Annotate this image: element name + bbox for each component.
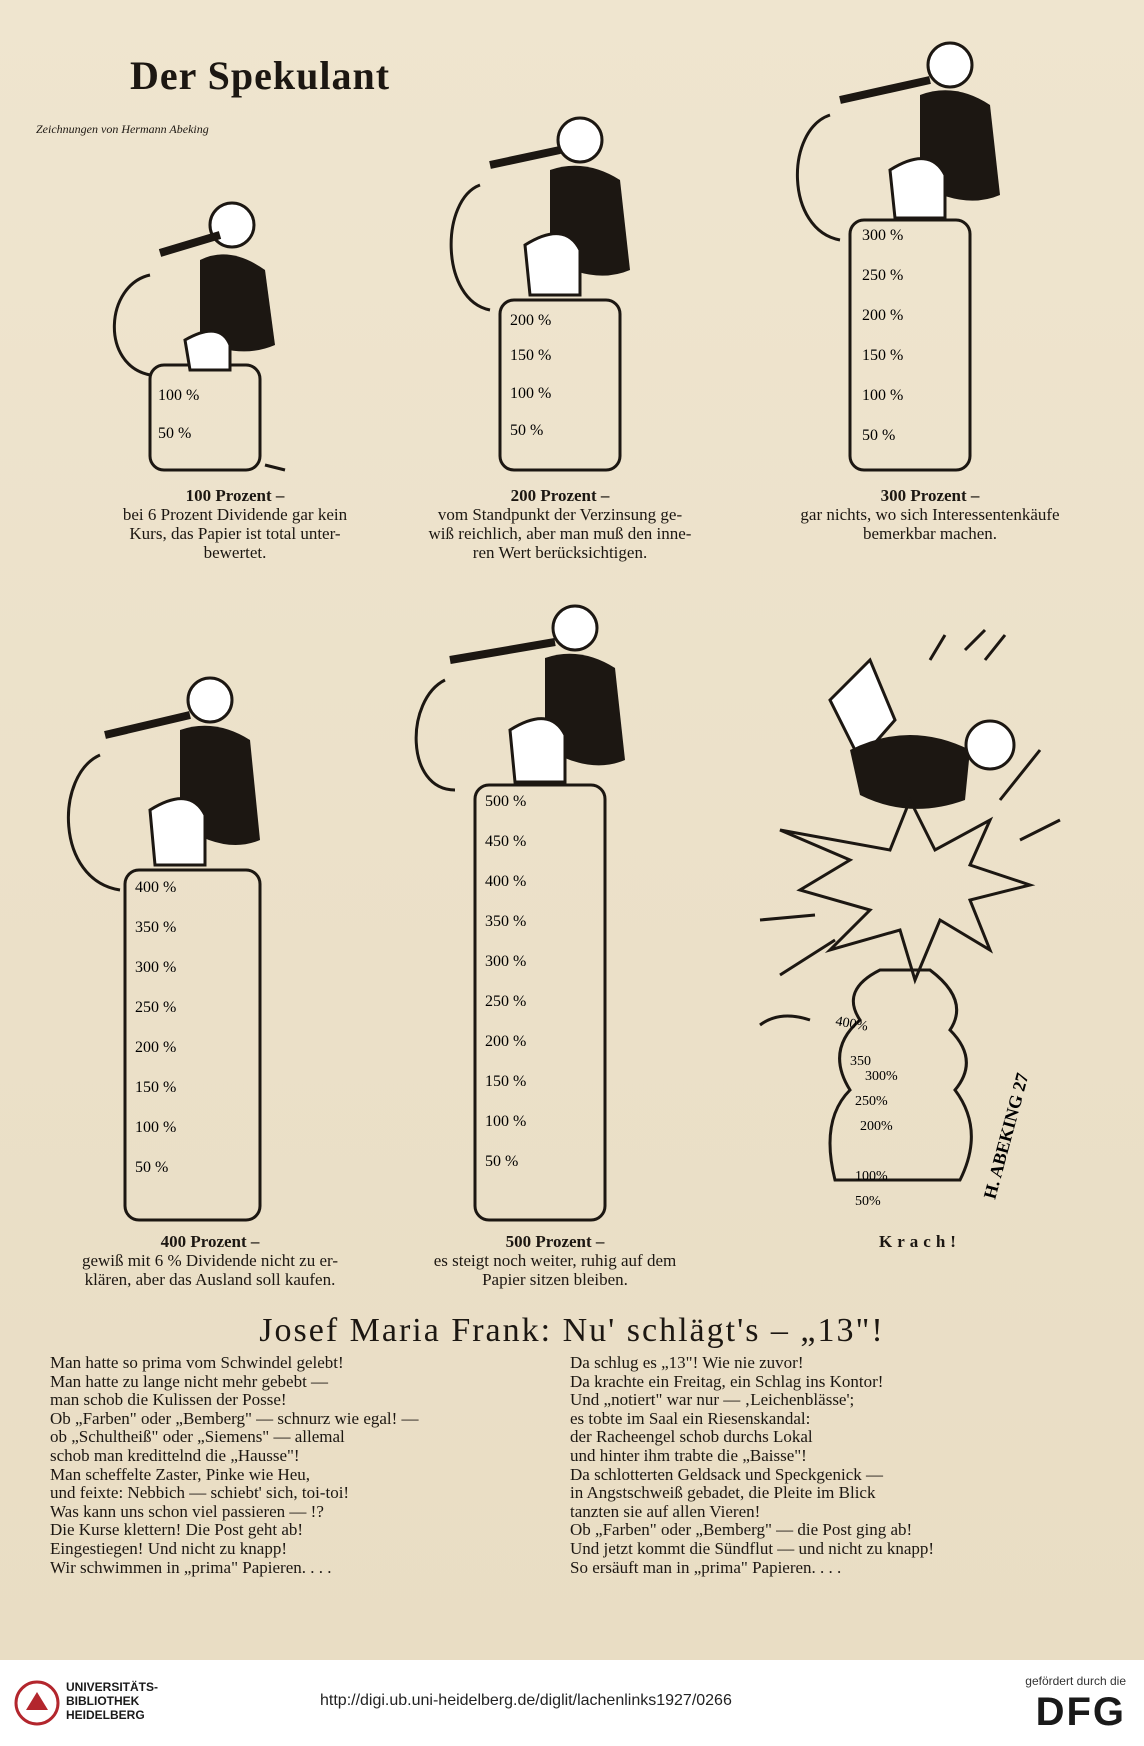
level-label: 50 % bbox=[485, 1153, 519, 1170]
speculator-drawing-4 bbox=[50, 660, 290, 1230]
speculator-drawing-5 bbox=[410, 590, 650, 1230]
percentage-labels bbox=[485, 793, 526, 1170]
level-label: 250 % bbox=[485, 993, 527, 1010]
caption-panel-3 bbox=[760, 486, 1100, 543]
caption-line: bewertet. bbox=[203, 543, 267, 562]
poem-line: Was kann uns schon viel passieren — !? bbox=[50, 1501, 324, 1521]
level-label: 200% bbox=[860, 1119, 893, 1134]
falling-speculator bbox=[830, 630, 1014, 809]
level-label: 300% bbox=[865, 1069, 898, 1084]
library-name-line: HEIDELBERG bbox=[66, 1708, 145, 1722]
caption-line: es steigt noch weiter, ruhig auf dem bbox=[433, 1251, 677, 1270]
library-name-line: BIBLIOTHEK bbox=[66, 1694, 140, 1708]
level-label: 350 bbox=[850, 1054, 871, 1069]
dfg-logo: DFG bbox=[1035, 1690, 1126, 1734]
level-label: 500 % bbox=[485, 793, 527, 810]
caption-panel-6 bbox=[840, 1232, 1000, 1251]
cartoon-panel-4 bbox=[50, 660, 290, 1230]
speculator-figure bbox=[105, 678, 260, 865]
poem-line: Wir schwimmen in „prima" Papieren. . . . bbox=[50, 1557, 332, 1577]
level-label: 50 % bbox=[158, 425, 192, 442]
poem-line: Man hatte zu lange nicht mehr gebebt — bbox=[50, 1371, 329, 1391]
level-label: 50% bbox=[855, 1194, 881, 1209]
level-label: 100 % bbox=[510, 385, 552, 402]
cartoon-panel-2 bbox=[430, 110, 670, 480]
level-label: 200 % bbox=[135, 1039, 177, 1056]
speculator-drawing-3 bbox=[780, 30, 1030, 480]
poem-line: Und jetzt kommt die Sündflut — und nicht zu knapp! bbox=[570, 1538, 935, 1558]
level-label: 100% bbox=[855, 1169, 888, 1184]
level-label: 250 % bbox=[862, 267, 904, 284]
source-url-link[interactable]: http://digi.ub.uni-heidelberg.de/diglit/lachenlinks1927/0266 bbox=[320, 1692, 732, 1709]
level-label: 400% bbox=[834, 1014, 870, 1035]
poem-line: Da schlotterten Geldsack und Speckgenick — bbox=[570, 1464, 883, 1484]
caption-title: 400 Prozent – bbox=[160, 1232, 260, 1251]
poem-line: Da krachte ein Freitag, ein Schlag ins Kontor! bbox=[570, 1371, 884, 1391]
speculator-figure bbox=[160, 203, 275, 370]
level-label: 100 % bbox=[485, 1113, 527, 1130]
cartoon-panel-6-crash bbox=[740, 620, 1070, 1230]
speculator-drawing-1 bbox=[80, 195, 320, 480]
library-name bbox=[66, 1680, 158, 1722]
library-name-line: UNIVERSITÄTS- bbox=[66, 1680, 159, 1694]
level-label: 300 % bbox=[862, 227, 904, 244]
caption-title: 500 Prozent – bbox=[505, 1232, 605, 1251]
poem-line: Man hatte so prima vom Schwindel gelebt! bbox=[50, 1353, 344, 1372]
caption-line: wiß reichlich, aber man muß den inne- bbox=[428, 524, 692, 543]
poem-line: man schob die Kulissen der Posse! bbox=[50, 1390, 287, 1410]
caption-line: gar nichts, wo sich Interessentenkäufe bbox=[800, 505, 1060, 524]
level-label: 150 % bbox=[510, 347, 552, 364]
level-label: 450 % bbox=[485, 833, 527, 850]
level-label: 100 % bbox=[135, 1119, 177, 1136]
caption-panel-2 bbox=[400, 486, 720, 562]
level-label: 250% bbox=[855, 1094, 888, 1109]
caption-line: bemerkbar machen. bbox=[862, 524, 998, 543]
level-label: 250 % bbox=[135, 999, 177, 1016]
poem-line: Eingestiegen! Und nicht zu knapp! bbox=[50, 1538, 287, 1558]
caption-line: bei 6 Prozent Dividende gar kein bbox=[122, 505, 348, 524]
poem-line: es tobte im Saal ein Riesenskandal: bbox=[570, 1408, 811, 1428]
poem-line: Da schlug es „13"! Wie nie zuvor! bbox=[570, 1353, 804, 1372]
caption-line: Papier sitzen bleiben. bbox=[482, 1270, 628, 1289]
level-label: 150 % bbox=[135, 1079, 177, 1096]
caption-line: ren Wert berücksichtigen. bbox=[472, 543, 648, 562]
caption-title: 100 Prozent – bbox=[185, 486, 285, 505]
caption-panel-4 bbox=[60, 1232, 360, 1289]
level-label: 400 % bbox=[135, 879, 177, 896]
level-label: 50 % bbox=[510, 422, 544, 439]
page-title: Der Spekulant bbox=[130, 53, 391, 98]
level-label: 200 % bbox=[862, 307, 904, 324]
poem-line: Und „notiert" war nur — ‚Leichenblässe'; bbox=[570, 1390, 855, 1410]
caption-line: Kurs, das Papier ist total unter- bbox=[129, 524, 341, 543]
poem-title: Josef Maria Frank: Nu' schlägt's – „13"! bbox=[259, 1312, 885, 1349]
level-label: 200 % bbox=[510, 312, 552, 329]
level-label: 300 % bbox=[485, 953, 527, 970]
level-label: 300 % bbox=[135, 959, 177, 976]
level-label: 50 % bbox=[135, 1159, 169, 1176]
poem-line: Die Kurse klettern! Die Post geht ab! bbox=[50, 1520, 304, 1540]
poem-left-column bbox=[50, 1354, 550, 1577]
percentage-labels bbox=[158, 387, 199, 442]
poem-line: in Angstschweiß gebadet, die Pleite im Blick bbox=[570, 1483, 876, 1503]
illustrator-credit: Zeichnungen von Hermann Abeking bbox=[36, 122, 209, 136]
percentage-labels bbox=[862, 227, 903, 444]
poem-line: und feixte: Nebbich — schiebt' sich, toi-toi! bbox=[50, 1483, 350, 1503]
level-label: 200 % bbox=[485, 1033, 527, 1050]
sponsor-note: gefördert durch die bbox=[1025, 1674, 1126, 1688]
speculator-figure bbox=[840, 43, 1000, 218]
poem-line: Man scheffelte Zaster, Pinke wie Heu, bbox=[50, 1464, 311, 1484]
cartoon-panel-5 bbox=[410, 590, 650, 1230]
level-label: 350 % bbox=[485, 913, 527, 930]
cartoon-panel-3 bbox=[780, 30, 1030, 480]
caption-title: 200 Prozent – bbox=[510, 486, 610, 505]
percentage-labels bbox=[510, 312, 551, 439]
poem-right-column bbox=[570, 1354, 1110, 1577]
speculator-figure bbox=[450, 606, 625, 782]
speculator-drawing-2 bbox=[430, 110, 670, 480]
level-label: 100 % bbox=[862, 387, 904, 404]
caption-title: 300 Prozent – bbox=[880, 486, 980, 505]
crash-drawing bbox=[740, 620, 1070, 1230]
poem-line: und hinter ihm trabte die „Baisse"! bbox=[570, 1445, 807, 1465]
level-label: 150 % bbox=[862, 347, 904, 364]
caption-title: Krach! bbox=[879, 1232, 961, 1251]
poem-line: Ob „Farben" oder „Bemberg" — die Post ging ab! bbox=[570, 1520, 913, 1540]
level-label: 100 % bbox=[158, 387, 200, 404]
percentage-labels bbox=[135, 879, 176, 1176]
caption-panel-1 bbox=[95, 486, 375, 562]
caption-line: gewiß mit 6 % Dividende nicht zu er- bbox=[81, 1251, 338, 1270]
poem-line: ob „Schultheiß" oder „Siemens" — allemal bbox=[50, 1427, 345, 1447]
poem-line: tanzten sie auf allen Vieren! bbox=[570, 1501, 761, 1521]
level-label: 150 % bbox=[485, 1073, 527, 1090]
university-seal-icon bbox=[14, 1680, 60, 1726]
poem-line: der Racheengel schob durchs Lokal bbox=[570, 1427, 813, 1447]
level-label: 50 % bbox=[862, 427, 896, 444]
caption-line: klären, aber das Ausland soll kaufen. bbox=[84, 1270, 336, 1289]
level-label: 350 % bbox=[135, 919, 177, 936]
level-label: 400 % bbox=[485, 873, 527, 890]
cartoon-panel-1 bbox=[80, 195, 320, 480]
poem-line: So ersäuft man in „prima" Papieren. . . . bbox=[570, 1557, 842, 1577]
poem-line: Ob „Farben" oder „Bemberg" — schnurz wie egal! — bbox=[50, 1408, 419, 1428]
caption-line: vom Standpunkt der Verzinsung ge- bbox=[437, 505, 683, 524]
artist-signature: H. ABEKING 27 bbox=[979, 1070, 1033, 1202]
poem-line: schob man kredittelnd die „Hausse"! bbox=[50, 1445, 300, 1465]
caption-panel-5 bbox=[395, 1232, 715, 1289]
digitization-footer bbox=[0, 1660, 1144, 1746]
speculator-figure bbox=[490, 118, 630, 295]
